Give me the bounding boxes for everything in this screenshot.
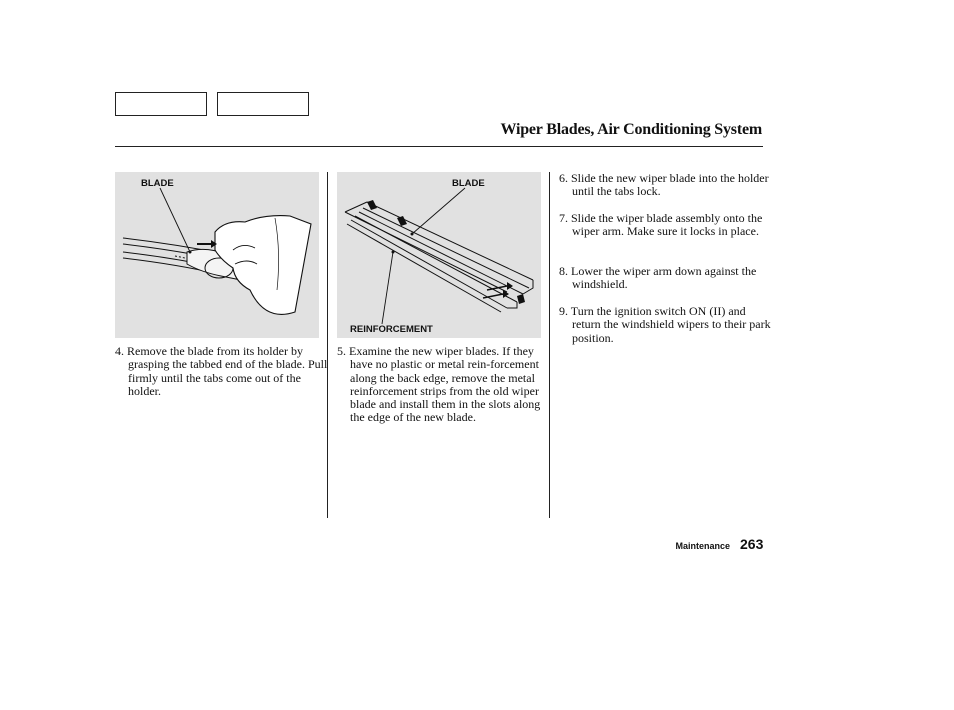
page-title: Wiper Blades, Air Conditioning System bbox=[500, 121, 762, 138]
reinforcement-label: REINFORCEMENT bbox=[350, 324, 433, 335]
blade-removal-illustration bbox=[115, 172, 319, 338]
blade-label: BLADE bbox=[452, 178, 485, 189]
step-8-text: 8. Lower the wiper arm down against the windshield. bbox=[559, 264, 757, 292]
blade-label: BLADE bbox=[141, 178, 174, 189]
step-4-text: 4. Remove the blade from its holder by grasping the tabbed end of the blade. Pull firmly until the tabs come out of the holder. bbox=[115, 344, 328, 398]
step-6-text: 6. Slide the new wiper blade into the holder until the tabs lock. bbox=[559, 171, 769, 199]
page-number: 263 bbox=[740, 536, 764, 552]
step-7-text: 7. Slide the wiper blade assembly onto the wiper arm. Make sure it locks in place. bbox=[559, 211, 763, 239]
blade-removal-figure bbox=[115, 172, 319, 338]
title-rule bbox=[115, 146, 763, 147]
header-tab-box-2 bbox=[217, 92, 309, 116]
reinforcement-illustration bbox=[337, 172, 541, 338]
step-9-text: 9. Turn the ignition switch ON (II) and return the windshield wipers to their park position. bbox=[559, 304, 771, 345]
header-tab-box-1 bbox=[115, 92, 207, 116]
step-5-text: 5. Examine the new wiper blades. If they have no plastic or metal rein-forcement along the back edge, remove the metal reinforcement strips from the old wiper blade and install them in the slots along the edge of the new blade. bbox=[337, 344, 541, 425]
reinforcement-figure bbox=[337, 172, 541, 338]
footer-section-name: Maintenance bbox=[675, 541, 730, 551]
